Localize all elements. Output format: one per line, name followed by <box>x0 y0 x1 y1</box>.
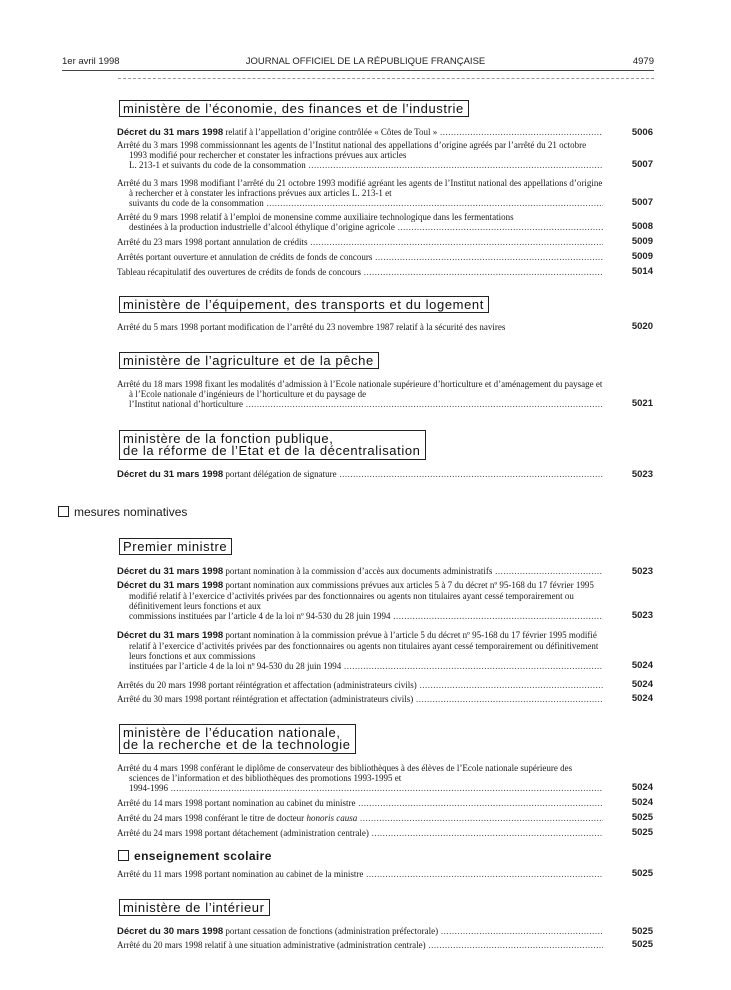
entry-lead: Décret du 31 mars 1998 <box>117 469 224 480</box>
subheading-label: enseignement scolaire <box>134 849 272 863</box>
section-title-fonction-publique <box>119 430 426 460</box>
page-ref: 5025 <box>631 812 653 823</box>
entry-text: Arrêté du 9 mars 1998 relatif à l’emploi de monensine comme auxiliaire technologique dans les fermentations <box>117 212 514 222</box>
toc-entry[interactable] <box>117 939 653 950</box>
toc-entry[interactable] <box>117 321 653 332</box>
toc-entry[interactable] <box>117 266 653 277</box>
entry-text: Arrêté du 11 mars 1998 portant nomination au cabinet de la ministre ..... <box>117 869 603 879</box>
toc-entry[interactable] <box>117 693 653 704</box>
entry-text: Arrêté du 30 mars 1998 portant réintégration et affectation (administrateurs civils) ..... <box>117 694 603 704</box>
entry-text: portant délégation de signature <box>225 469 337 479</box>
page-ref: 5020 <box>631 321 653 332</box>
toc-entry[interactable] <box>117 580 653 621</box>
entry-text: destinées à la production industrielle d’alcool éthylique d’origine agricole ..... <box>117 222 603 232</box>
entry-text: Arrêté du 18 mars 1998 fixant les modalités d’admission à l’Ecole nationale supérieure d’horticulture et d’aménagement du paysage et à l’Ecole nationale d’ingénieurs de l’horticulture et du paysage de <box>117 379 603 399</box>
page-ref: 5025 <box>631 939 653 950</box>
entry-text: Arrêté du 4 mars 1998 conférant le diplôme de conservateur des bibliothèques à des élèves de l’Ecole nationale supérieure des sciences de l’information et des bibliothèques des promotions 1993-1995 et <box>117 763 573 783</box>
toc-entry[interactable] <box>117 236 653 247</box>
page-ref: 5025 <box>631 926 653 937</box>
entry-text: portant nomination à la commission prévue à l’article 5 du décret nº 95-168 du 17 février 1995 modifié relatif à l’exercice d’activités privées par des fonctionnaires ou agents non titulaires ayant cessé temporairement ou définitivement leurs fonctions et aux commissions <box>129 630 599 661</box>
entry-text: l’Institut national d’horticulture ..... <box>117 399 603 409</box>
page-ref: 5024 <box>631 782 653 793</box>
entry-text: Arrêté du 20 mars 1998 relatif à une situation administrative (administration centrale) ..... <box>117 940 603 950</box>
page-ref: 5024 <box>631 693 653 704</box>
entry-text: Arrêté du 23 mars 1998 portant annulation de crédits ..... <box>117 237 603 247</box>
entry-text: Arrêtés portant ouverture et annulation de crédits de fonds de concours ..... <box>117 252 603 262</box>
toc-entry[interactable] <box>117 868 653 879</box>
section-title-education <box>119 724 356 754</box>
entry-lead: Décret du 31 mars 1998 <box>117 566 224 577</box>
toc-entry[interactable] <box>117 566 653 577</box>
entry-italic-text: honoris causa <box>306 813 358 823</box>
entry-text: instituées par l’article 4 de la loi nº 94-530 du 28 juin 1994 ..... <box>117 661 603 671</box>
entry-lead: Décret du 31 mars 1998 <box>117 127 224 138</box>
toc-entry[interactable] <box>117 679 653 690</box>
column-rule <box>118 78 654 79</box>
square-bullet-icon <box>58 506 69 517</box>
header-date: 1er avril 1998 <box>62 56 120 67</box>
toc-entry[interactable] <box>117 763 653 793</box>
toc-entry[interactable] <box>117 797 653 808</box>
entry-text: portant cessation de fonctions (administration préfectorale) <box>225 926 439 936</box>
page-ref: 5024 <box>631 660 653 671</box>
toc-entry[interactable] <box>117 379 653 409</box>
toc-entry[interactable] <box>117 630 653 671</box>
page-ref: 5007 <box>631 159 653 170</box>
page-ref: 5006 <box>631 127 653 138</box>
section-title-agriculture: ministère de l’agriculture et de la pêche <box>119 352 379 369</box>
entry-text: portant nomination aux commissions prévues aux articles 5 à 7 du décret nº 95-168 du 17 février 1995 modifié relatif à l’exercice d’activités privées par des fonctionnaires ou agents non titulaires ayant cessé temporairement ou définitivement leurs fonctions et aux <box>129 580 594 611</box>
page-ref: 5023 <box>631 566 653 577</box>
heading-mesures-nominatives <box>58 505 187 519</box>
page-ref: 5023 <box>631 610 653 621</box>
heading-label: mesures nominatives <box>74 505 188 519</box>
section-title-economie: ministère de l’économie, des finances et de l’industrie <box>119 100 469 117</box>
section-title-line: de la recherche et de la technologie <box>123 737 351 752</box>
entry-text: Arrêté du 3 mars 1998 modifiant l’arrêté du 21 octobre 1993 modifié agréant les agents de l’Institut national des appellations d’origine à rechercher et à constater les infractions prévues aux articles L. 213-1 et <box>117 178 603 198</box>
section-title-line: de la réforme de l’Etat et de la décentralisation <box>123 443 421 458</box>
section-title-equipement: ministère de l’équipement, des transports et du logement <box>119 296 489 313</box>
toc-entry[interactable] <box>117 251 653 262</box>
entry-text: Arrêté du 14 mars 1998 portant nomination au cabinet du ministre ..... <box>117 798 603 808</box>
page-ref: 5025 <box>631 868 653 879</box>
page-ref: 5024 <box>631 797 653 808</box>
toc-entry[interactable] <box>117 827 653 838</box>
entry-lead: Décret du 31 mars 1998 <box>117 580 224 591</box>
toc-entry[interactable] <box>117 140 653 170</box>
page-ref: 5025 <box>631 827 653 838</box>
toc-entry[interactable] <box>117 926 653 937</box>
entry-text: Arrêtés du 20 mars 1998 portant réintégration et affectation (administrateurs civils) ..... <box>117 680 603 690</box>
entry-text: Tableau récapitulatif des ouvertures de crédits de fonds de concours ..... <box>117 267 603 277</box>
entry-lead: Décret du 31 mars 1998 <box>117 630 224 641</box>
page-ref: 5007 <box>631 197 653 208</box>
page-ref: 5008 <box>631 221 653 232</box>
entry-text: L. 213-1 et suivants du code de la consommation ..... <box>117 160 603 170</box>
entry-text: portant nomination à la commission d’accès aux documents administratifs <box>225 566 493 576</box>
page-ref: 5023 <box>631 469 653 480</box>
entry-text: Arrêté du 24 mars 1998 conférant le titre de docteur <box>117 813 305 823</box>
toc-entry[interactable] <box>117 212 653 232</box>
section-title-interieur: ministère de l’intérieur <box>119 899 270 916</box>
page-ref: 5021 <box>631 398 653 409</box>
header-journal-title: JOURNAL OFFICIEL DE LA RÉPUBLIQUE FRANÇAISE <box>245 56 486 67</box>
entry-text: commissions instituées par l’article 4 de la loi nº 94-530 du 28 juin 1994 ..... <box>117 611 603 621</box>
section-title-premier-ministre: Premier ministre <box>119 538 232 555</box>
header-rule <box>62 70 654 71</box>
entry-text: suivants du code de la consommation ..... <box>117 198 603 208</box>
page-ref: 5009 <box>631 251 653 262</box>
page-ref: 5009 <box>631 236 653 247</box>
page-ref: 5024 <box>631 679 653 690</box>
entry-text: relatif à l’appellation d’origine contrôlée « Côtes de Toul » <box>225 127 438 137</box>
toc-entry[interactable] <box>117 178 653 208</box>
subheading-enseignement-scolaire <box>118 849 272 863</box>
toc-entry[interactable] <box>117 127 653 138</box>
section-title-line: ministère de la fonction publique, <box>123 431 334 446</box>
toc-entry[interactable] <box>117 812 653 823</box>
page-ref: 5014 <box>631 266 653 277</box>
section-title-line: ministère de l’éducation nationale, <box>123 725 341 740</box>
toc-entry[interactable] <box>117 469 653 480</box>
entry-text: Arrêté du 3 mars 1998 commissionnant les agents de l’Institut national des appellations d’origine agréés par l’arrêté du 21 octobre 1993 modifié pour rechercher et constater les infractions prévues aux articles <box>117 140 587 160</box>
entry-text: Arrêté du 5 mars 1998 portant modification de l’arrêté du 23 novembre 1987 relatif à la sécurité des navires <box>117 322 506 332</box>
entry-text: Arrêté du 24 mars 1998 portant détachement (administration centrale) ..... <box>117 828 603 838</box>
entry-lead: Décret du 30 mars 1998 <box>117 926 224 937</box>
entry-text: 1994-1996 ..... <box>117 783 603 793</box>
square-bullet-icon <box>118 850 129 861</box>
header-page-number: 4979 <box>632 56 654 67</box>
